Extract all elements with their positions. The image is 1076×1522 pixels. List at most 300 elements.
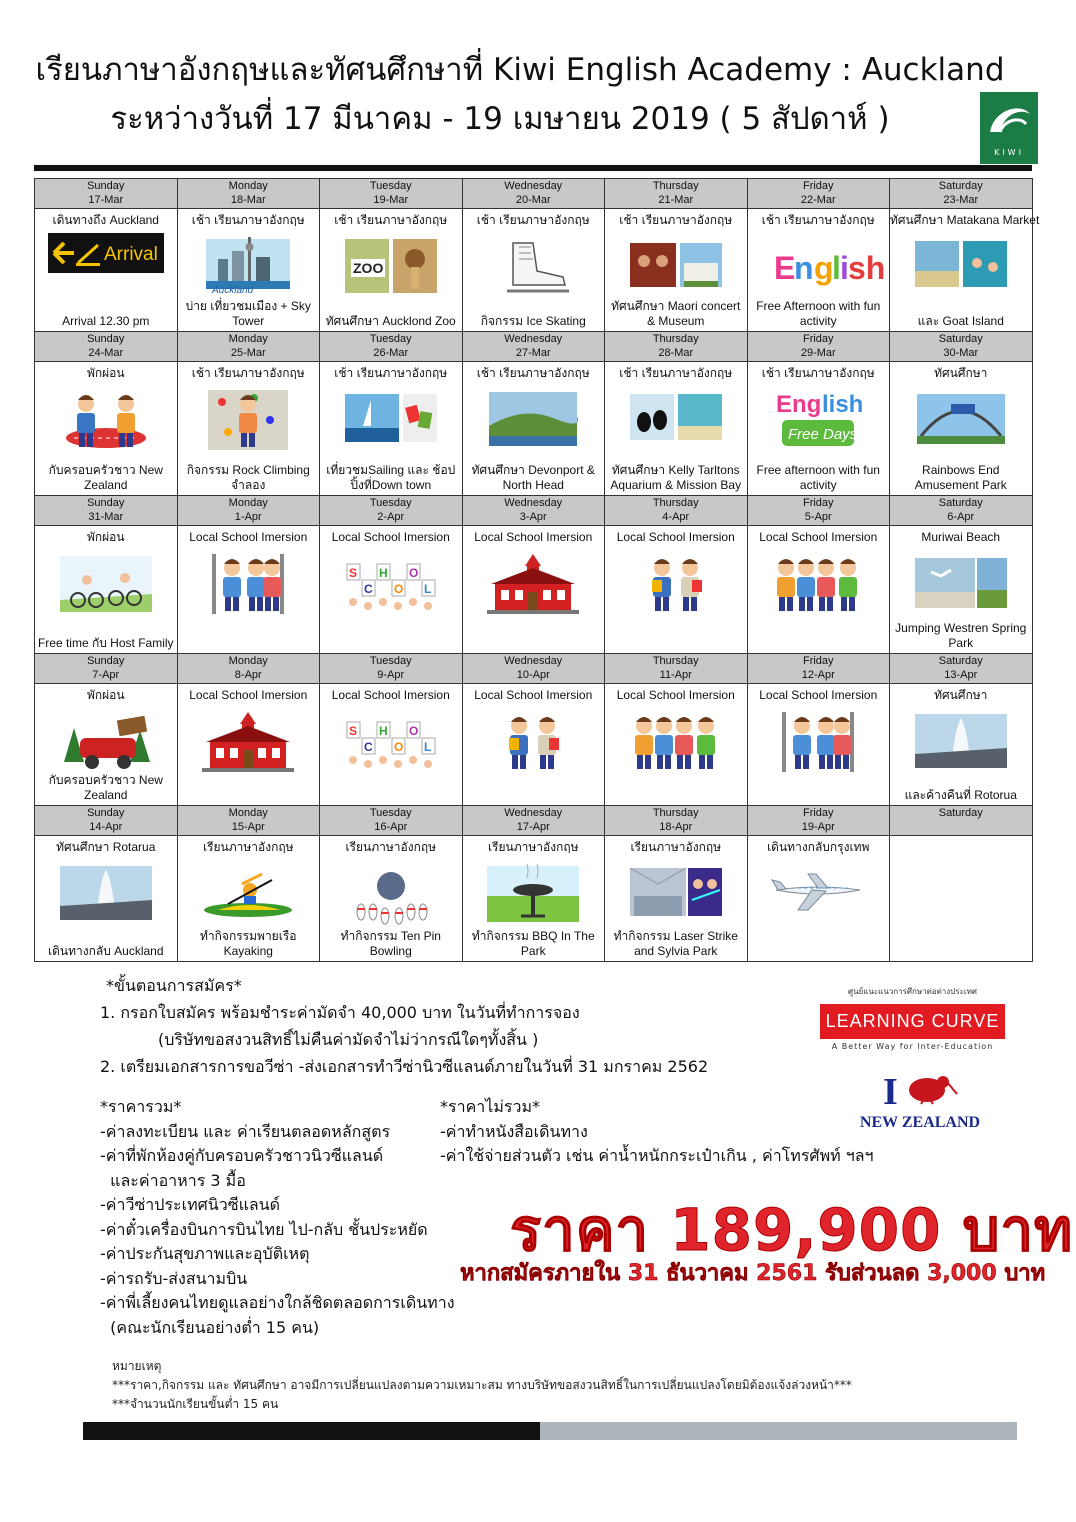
calendar-activity-row: [35, 526, 1033, 654]
svg-text:i: i: [840, 250, 850, 286]
zoo-photo-icon: [320, 233, 462, 302]
activity-detail: ทำกิจกรรมพายเรือ Kayaking: [200, 929, 297, 958]
svg-text:l: l: [832, 250, 842, 286]
kayak-art-icon: [178, 860, 320, 929]
svg-text:Arrival: Arrival: [103, 244, 158, 265]
activity-cell: [320, 362, 463, 496]
day-name: Saturday: [938, 333, 983, 345]
day-date: 3-Apr: [519, 511, 547, 523]
day-date: 29-Mar: [800, 347, 836, 359]
activity-cell: [320, 836, 463, 962]
notes-line-2: ***จำนวนนักเรียนขั้นต่ำ 15 คน: [112, 1397, 279, 1411]
calendar-header-row: [35, 332, 1033, 362]
day-name: Thursday: [652, 807, 699, 819]
day-date: 5-Apr: [804, 511, 832, 523]
activity-detail: และ Goat Island: [917, 314, 1004, 328]
svg-text:O: O: [408, 566, 419, 580]
pupils-art-icon: [463, 708, 605, 777]
day-date: 18-Apr: [659, 821, 693, 833]
activity-detail: ทัศนศึกษา Aucklond Zoo: [325, 314, 456, 328]
schedule-calendar: [34, 178, 1040, 962]
svg-text:g: g: [814, 250, 834, 286]
activity-title: Local School Imersion: [189, 688, 308, 702]
day-name: Monday: [228, 655, 268, 667]
kiwi-bird-icon: [903, 1070, 957, 1104]
day-name: Sunday: [87, 497, 125, 509]
english-art-icon: [748, 233, 890, 302]
day-name: Wednesday: [504, 655, 563, 667]
aquarium-photo-icon: [605, 386, 747, 455]
day-header: [462, 806, 605, 836]
activity-detail: ทัศนศึกษา Maori concert & Museum: [611, 299, 741, 328]
activity-cell: [35, 362, 178, 496]
activity-cell: [462, 209, 605, 332]
day-date: 4-Apr: [662, 511, 690, 523]
ride-photo-icon: [890, 386, 1032, 455]
svg-text:H: H: [378, 566, 388, 580]
activity-detail: ทัศนศึกษา Kelly Tarltons Aquarium & Mission Bay: [610, 463, 742, 492]
activity-cell: [177, 684, 320, 806]
schoolhouse-art-icon: [178, 708, 320, 777]
day-name: Wednesday: [504, 180, 563, 192]
day-name: Thursday: [652, 655, 699, 667]
kids-group-art-icon: [748, 550, 890, 619]
day-header: [747, 179, 890, 209]
day-header: [605, 496, 748, 526]
day-date: 22-Mar: [800, 194, 836, 206]
svg-text:lish: lish: [822, 391, 864, 418]
application-step-1: 1. กรอกใบสมัคร พร้อมชำระค่ามัดจำ 40,000 บาท ในวันที่ทำการจอง: [100, 1003, 580, 1022]
picnic-art-icon: [35, 386, 177, 455]
activity-title: เช้า เรียนภาษาอังกฤษ: [476, 213, 590, 227]
day-date: 28-Mar: [658, 347, 694, 359]
header-divider: [34, 165, 1032, 171]
activity-title: Local School Imersion: [331, 688, 450, 702]
calendar-activity-row: [35, 836, 1033, 962]
auckland-city-photo-icon: [178, 233, 320, 302]
schoolhouse-art-icon: [463, 550, 605, 619]
svg-text:O: O: [393, 740, 404, 754]
activity-title: Local School Imersion: [616, 688, 735, 702]
activity-detail: กับครอบครัวชาว New Zealand: [48, 773, 163, 802]
application-step-1-note: (บริษัทขอสงวนสิทธิ์ไม่คืนค่ามัดจำไม่ว่ากรณีใดๆทั้งสิ้น ): [158, 1030, 539, 1049]
activity-cell: [747, 836, 890, 962]
beach-photo-icon: [890, 233, 1032, 302]
day-name: Sunday: [87, 655, 125, 667]
day-date: 23-Mar: [943, 194, 979, 206]
activity-cell: [890, 836, 1033, 962]
day-date: 18-Mar: [230, 194, 266, 206]
activity-title: เดินทางถึง Auckland: [52, 213, 159, 227]
notes: [112, 1357, 852, 1414]
day-header: [890, 496, 1033, 526]
activity-title: Local School Imersion: [331, 530, 450, 544]
activity-title: เรียนภาษาอังกฤษ: [487, 840, 579, 854]
day-name: Wednesday: [504, 807, 563, 819]
day-name: Tuesday: [369, 333, 412, 345]
activity-title: เช้า เรียนภาษาอังกฤษ: [334, 366, 448, 380]
day-header: [177, 496, 320, 526]
page-title: เรียนภาษาอังกฤษและทัศนศึกษาที่ Kiwi English Academy : Auckland: [35, 52, 1005, 88]
list-item: -ค่าใช้จ่ายส่วนตัว เช่น ค่าน้ำหนักกระเป๋าเกิน , ค่าโทรศัพท์ ฯลฯ: [440, 1146, 874, 1165]
list-item: (คณะนักเรียนอย่างต่ำ 15 คน): [100, 1317, 320, 1337]
day-name: Saturday: [938, 497, 983, 509]
day-header: [177, 332, 320, 362]
activity-detail: กิจกรรม Ice Skating: [480, 314, 586, 328]
sailing-photo-icon: [320, 386, 462, 455]
activity-detail: ทำกิจกรรม BBQ In The Park: [471, 929, 595, 958]
activity-cell: [462, 684, 605, 806]
list-item: และค่าอาหาร 3 มื้อ: [100, 1170, 246, 1190]
activity-cell: [605, 362, 748, 496]
list-item: -ค่าทำหนังสือเดินทาง: [440, 1121, 588, 1141]
activity-title: [890, 836, 1032, 856]
activity-cell: [462, 526, 605, 654]
day-header: [320, 179, 463, 209]
activity-title: Local School Imersion: [474, 530, 593, 544]
activity-title: ทัศนศึกษา: [934, 366, 988, 380]
day-header: [890, 654, 1033, 684]
day-name: Tuesday: [369, 180, 412, 192]
day-header: [605, 179, 748, 209]
activity-title: Local School Imersion: [759, 688, 878, 702]
day-name: Sunday: [87, 807, 125, 819]
svg-text:O: O: [408, 724, 419, 738]
calendar-header-row: [35, 179, 1033, 209]
learning-curve-tagline: A Better Way for Inter-Education: [831, 1042, 994, 1051]
svg-text:C: C: [363, 740, 373, 754]
activity-cell: [747, 362, 890, 496]
included-heading: *ราคารวม*: [100, 1097, 182, 1116]
activity-detail: ทำกิจกรรม Ten Pin Bowling: [340, 929, 441, 958]
day-header: [890, 332, 1033, 362]
day-date: 20-Mar: [515, 194, 551, 206]
day-header: [35, 332, 178, 362]
arrival-sign-icon: [35, 233, 177, 276]
day-name: Tuesday: [369, 497, 412, 509]
airplane-icon: [748, 860, 890, 929]
day-date: 17-Apr: [516, 821, 550, 833]
activity-detail: เที่ยวชมSailing และ ช้อปปิ้งที่Down town: [326, 463, 456, 492]
activity-title: เรียนภาษาอังกฤษ: [345, 840, 437, 854]
students-art-icon: [748, 708, 890, 777]
list-item: -ค่าพี่เลี้ยงคนไทยดูแลอย่างใกล้ชิดตลอดการเดินทาง: [100, 1293, 455, 1312]
activity-cell: [35, 684, 178, 806]
activity-cell: [605, 684, 748, 806]
day-header: [35, 179, 178, 209]
day-date: 25-Mar: [230, 347, 266, 359]
day-name: Tuesday: [369, 655, 412, 667]
day-name: Friday: [802, 497, 834, 509]
inz-text: NEW ZEALAND: [859, 1114, 981, 1131]
application-heading: *ขั้นตอนการสมัคร*: [106, 976, 242, 995]
activity-cell: [890, 526, 1033, 654]
list-item: -ค่าประกันสุขภาพและอุบัติเหตุ: [100, 1244, 310, 1263]
day-date: 14-Apr: [89, 821, 123, 833]
day-date: 19-Mar: [373, 194, 409, 206]
gannet-photo-icon: [890, 550, 1032, 619]
learning-curve-top: ศูนย์แนะแนวการศึกษาต่อต่างประเทศ: [848, 987, 977, 996]
svg-text:Free Days: Free Days: [788, 426, 858, 443]
activity-cell: [890, 209, 1040, 332]
activity-title: Muriwai Beach: [921, 530, 1001, 544]
svg-text:S: S: [348, 566, 357, 580]
activity-cell: [605, 526, 748, 654]
activity-cell: [747, 526, 890, 654]
application-step-2: 2. เตรียมเอกสารการขอวีซ่า -ส่งเอกสารทำวีซ่านิวซีแลนด์ภายในวันที่ 31 มกราคม 2562: [100, 1057, 709, 1076]
activity-title: Local School Imersion: [474, 688, 593, 702]
day-header: [35, 654, 178, 684]
day-date: 6-Apr: [947, 511, 975, 523]
activity-title: พักผ่อน: [86, 366, 125, 380]
activity-detail: Arrival 12.30 pm: [62, 314, 150, 328]
activity-cell: [320, 684, 463, 806]
bike-art-icon: [35, 550, 177, 619]
day-header: [320, 332, 463, 362]
activity-detail: กิจกรรม Rock Climbing จำลอง: [186, 463, 310, 492]
activity-cell: [890, 362, 1033, 496]
calendar-header-row: [35, 496, 1033, 526]
day-date: 13-Apr: [944, 669, 978, 681]
day-date: 27-Mar: [515, 347, 551, 359]
day-header: [320, 496, 463, 526]
activity-title: ทัศนศึกษา: [934, 688, 988, 702]
svg-text:L: L: [423, 740, 432, 754]
day-name: Friday: [802, 807, 834, 819]
day-date: 12-Apr: [801, 669, 835, 681]
day-date: 8-Apr: [234, 669, 262, 681]
day-name: Sunday: [87, 333, 125, 345]
excluded-heading: *ราคาไม่รวม*: [440, 1097, 540, 1116]
day-name: Monday: [228, 180, 268, 192]
activity-cell: [177, 526, 320, 654]
activity-detail: กับครอบครัวชาว New Zealand: [48, 463, 163, 492]
day-name: Tuesday: [369, 807, 412, 819]
svg-text:S: S: [348, 724, 357, 738]
activity-cell: [462, 836, 605, 962]
day-date: 9-Apr: [377, 669, 405, 681]
day-header: [177, 806, 320, 836]
day-header: [177, 654, 320, 684]
day-name: Wednesday: [504, 497, 563, 509]
activity-title: พักผ่อน: [86, 688, 125, 702]
school-letters-art-icon: [320, 550, 462, 619]
svg-text:L: L: [423, 582, 432, 596]
kids-group-art-icon: [605, 708, 747, 777]
day-name: Thursday: [652, 333, 699, 345]
svg-text:sh: sh: [848, 250, 886, 286]
svg-text:Auckland: Auckland: [212, 285, 254, 296]
activity-cell: [320, 526, 463, 654]
day-header: [890, 806, 1033, 836]
day-date: 10-Apr: [516, 669, 550, 681]
day-header: [462, 496, 605, 526]
calendar-activity-row: [35, 209, 1033, 332]
climbing-art-icon: [178, 386, 320, 455]
calendar-header-row: [35, 654, 1033, 684]
day-name: Thursday: [652, 497, 699, 509]
activity-detail: ทำกิจกรรม Laser Strike and Sylvia Park: [613, 929, 738, 958]
activity-title: Local School Imersion: [189, 530, 308, 544]
day-name: Monday: [228, 497, 268, 509]
activity-title: ทัศนศึกษา Matakana Market: [890, 213, 1040, 227]
footer-bar-dark: [83, 1422, 540, 1440]
day-header: [890, 179, 1033, 209]
notes-line-1: ***ราคา,กิจกรรม และ ทัศนศึกษา อาจมีการเปลี่ยนแปลงตามความเหมาะสม ทางบริษัทขอสงวนสิทธิ์ในการเปลี่ยนแปลงโดยมิต้องแจ้งล่วงหน้า***: [112, 1378, 852, 1392]
day-date: 11-Apr: [659, 669, 692, 681]
list-item: -ค่าลงทะเบียน และ ค่าเรียนตลอดหลักสูตร: [100, 1121, 391, 1141]
list-item: -ค่าตั๋วเครื่องบินการบินไทย ไป-กลับ ชั้นประหยัด: [100, 1219, 428, 1239]
day-header: [605, 806, 748, 836]
discount-text: หากสมัครภายใน 31 ธันวาคม 2561 รับส่วนลด 3,000 บาท: [460, 1261, 1046, 1286]
learning-curve-logo: [820, 985, 1005, 1051]
activity-title: เรียนภาษาอังกฤษ: [202, 840, 294, 854]
mall-photo-icon: [605, 860, 747, 929]
activity-title: เช้า เรียนภาษาอังกฤษ: [761, 366, 875, 380]
day-date: 1-Apr: [234, 511, 262, 523]
day-name: Monday: [228, 333, 268, 345]
day-name: Wednesday: [504, 333, 563, 345]
activity-cell: [320, 209, 463, 332]
activity-cell: [35, 209, 178, 332]
ice-skate-icon: [463, 233, 605, 302]
excluded-list: [440, 1095, 874, 1169]
day-name: Saturday: [938, 180, 983, 192]
activity-cell: [35, 836, 178, 962]
day-date: 30-Mar: [943, 347, 979, 359]
day-header: [747, 332, 890, 362]
activity-cell: [605, 209, 748, 332]
notes-heading: หมายเหตุ: [112, 1359, 162, 1373]
activity-title: เช้า เรียนภาษาอังกฤษ: [191, 213, 305, 227]
day-header: [462, 654, 605, 684]
day-name: Sunday: [87, 180, 125, 192]
list-item: -ค่ารถรับ-ส่งสนามบิน: [100, 1268, 248, 1288]
day-date: 16-Apr: [374, 821, 408, 833]
day-name: Friday: [802, 180, 834, 192]
inz-i: I: [883, 1071, 898, 1113]
day-header: [747, 496, 890, 526]
english-free-days-icon: [748, 386, 890, 455]
day-date: 15-Apr: [231, 821, 265, 833]
school-letters-art-icon: [320, 708, 462, 777]
activity-title: เช้า เรียนภาษาอังกฤษ: [619, 213, 733, 227]
svg-text:ZOO: ZOO: [352, 260, 384, 276]
activity-detail: ทัศนศึกษา Devonport & North Head: [471, 463, 595, 492]
activity-detail: เดินทางกลับ Auckland: [47, 944, 164, 958]
activity-detail: บ่าย เที่ยวชมเมือง + Sky Tower: [185, 299, 311, 328]
activity-detail: Free afternoon with fun activity: [756, 463, 880, 492]
day-date: 17-Mar: [88, 194, 124, 206]
activity-title: Local School Imersion: [616, 530, 735, 544]
calendar-header-row: [35, 806, 1033, 836]
activity-detail: และค้างคืนที่ Rotorua: [904, 788, 1017, 802]
calendar-activity-row: [35, 362, 1033, 496]
day-date: 21-Mar: [658, 194, 694, 206]
geyser-photo-icon: [35, 860, 177, 929]
day-header: [462, 179, 605, 209]
list-item: -ค่าที่พักห้องคู่กับครอบครัวชาวนิวซีแลนด์: [100, 1146, 384, 1165]
svg-text:n: n: [794, 250, 814, 286]
activity-title: เช้า เรียนภาษาอังกฤษ: [191, 366, 305, 380]
day-name: Saturday: [938, 655, 983, 667]
day-name: Saturday: [938, 807, 983, 819]
activity-cell: [35, 526, 178, 654]
bbq-art-icon: [463, 860, 605, 929]
day-name: Thursday: [652, 180, 699, 192]
day-date: 31-Mar: [88, 511, 124, 523]
day-header: [462, 332, 605, 362]
day-name: Friday: [802, 333, 834, 345]
day-header: [35, 806, 178, 836]
day-date: 19-Apr: [801, 821, 835, 833]
calendar-activity-row: [35, 684, 1033, 806]
page-subtitle: ระหว่างวันที่ 17 มีนาคม - 19 เมษายน 2019 ( 5 สัปดาห์ ): [110, 101, 890, 137]
bowling-art-icon: [320, 860, 462, 929]
day-name: Monday: [228, 807, 268, 819]
camping-art-icon: [35, 708, 177, 777]
day-header: [320, 806, 463, 836]
activity-title: ทัศนศึกษา Rotarua: [56, 840, 156, 854]
devonport-photo-icon: [463, 386, 605, 455]
day-date: 24-Mar: [88, 347, 124, 359]
activity-detail: Jumping Westren Spring Park: [895, 621, 1027, 650]
students-art-icon: [178, 550, 320, 619]
price-heading: ราคา 189,900 บาท: [510, 1196, 1074, 1264]
day-header: [605, 332, 748, 362]
activity-title: เรียนภาษาอังกฤษ: [630, 840, 722, 854]
activity-cell: [747, 684, 890, 806]
activity-title: เช้า เรียนภาษาอังกฤษ: [761, 213, 875, 227]
day-header: [320, 654, 463, 684]
activity-cell: [177, 836, 320, 962]
activity-title: เช้า เรียนภาษาอังกฤษ: [619, 366, 733, 380]
activity-detail: Rainbows End Amusement Park: [914, 463, 1007, 492]
activity-cell: [747, 209, 890, 332]
day-header: [605, 654, 748, 684]
kiwi-logo-text: KIWI: [994, 148, 1024, 157]
activity-cell: [890, 684, 1033, 806]
activity-title: Local School Imersion: [759, 530, 878, 544]
svg-text:H: H: [378, 724, 388, 738]
list-item: -ค่าวีซ่าประเทศนิวซีแลนด์: [100, 1195, 281, 1214]
activity-cell: [177, 362, 320, 496]
application-steps: [100, 972, 708, 1080]
day-date: 2-Apr: [377, 511, 405, 523]
activity-cell: [462, 362, 605, 496]
day-header: [177, 179, 320, 209]
svg-text:E: E: [774, 250, 796, 286]
activity-cell: [605, 836, 748, 962]
svg-text:O: O: [393, 582, 404, 596]
day-date: 7-Apr: [92, 669, 120, 681]
activity-cell: [177, 209, 320, 332]
activity-title: เดินทางกลับกรุงเทพ: [767, 840, 870, 854]
day-date: 26-Mar: [373, 347, 409, 359]
activity-detail: Free Afternoon with fun activity: [756, 299, 881, 328]
day-header: [747, 654, 890, 684]
day-header: [35, 496, 178, 526]
svg-text:C: C: [363, 582, 373, 596]
day-name: Friday: [802, 655, 834, 667]
geyser-photo-icon: [890, 708, 1032, 777]
activity-title: เช้า เรียนภาษาอังกฤษ: [476, 366, 590, 380]
activity-detail: Free time กับ Host Family: [37, 636, 174, 650]
maori-photo-icon: [605, 233, 747, 302]
learning-curve-name: LEARNING CURVE: [820, 1004, 1005, 1039]
footer-bar-light: [540, 1422, 1017, 1440]
pupils-art-icon: [605, 550, 747, 619]
